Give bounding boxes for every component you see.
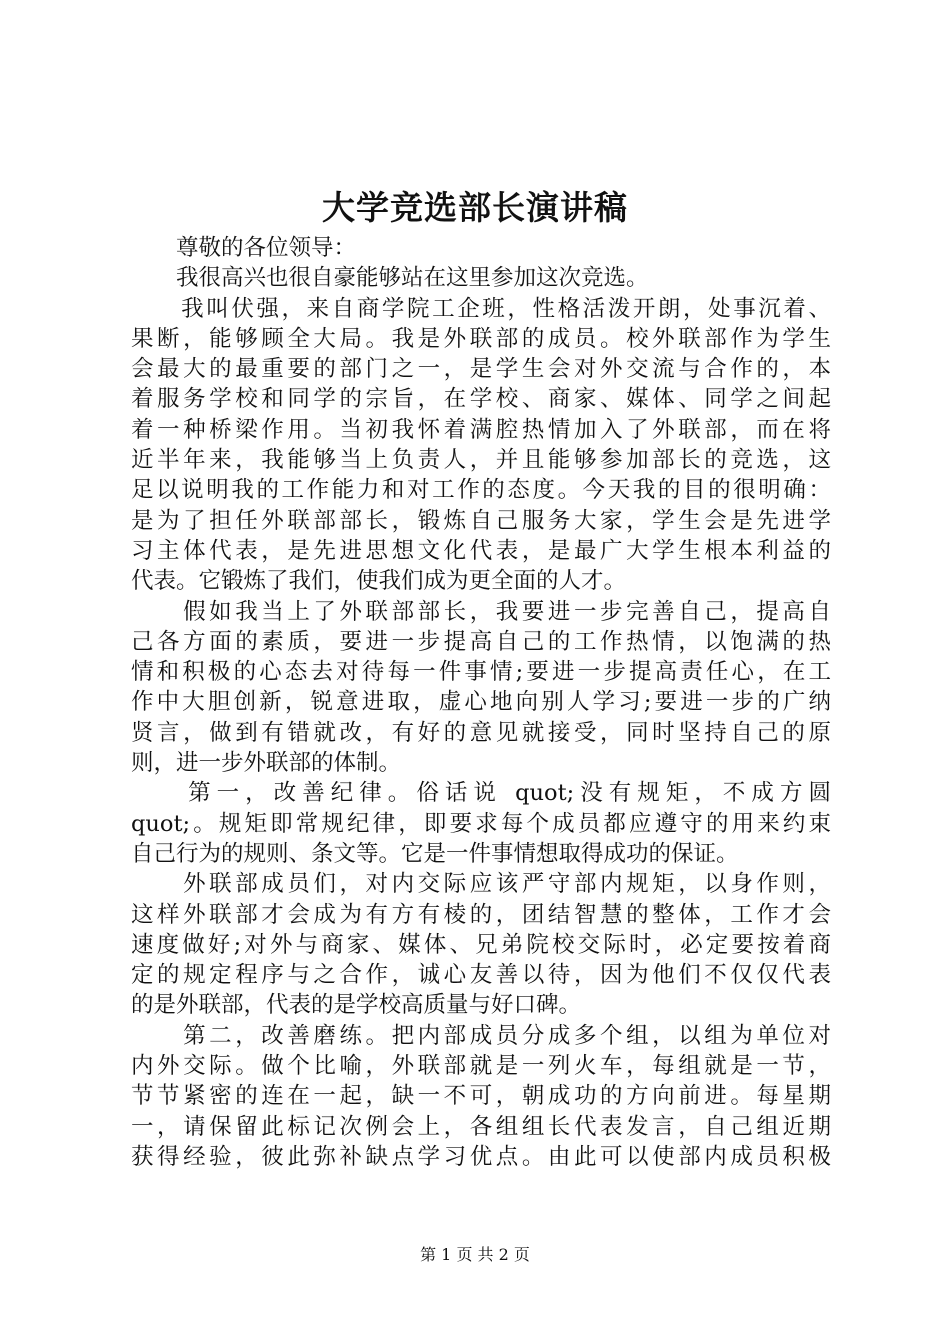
document-body xyxy=(131,233,831,1172)
body-line: 第二，改善磨练。把内部成员分成多个组，以组为单位对 xyxy=(131,1022,831,1049)
body-line: 节节紧密的连在一起，缺一不可，朝成功的方向前进。每星期 xyxy=(131,1083,831,1110)
body-line: 尊敬的各位领导： xyxy=(131,235,357,261)
body-line: 自己行为的规则、条文等。它是一件事情想取得成功的保证。 xyxy=(131,840,739,867)
body-line: 我很高兴也很自豪能够站在这里参加这次竞选。 xyxy=(131,265,649,292)
body-line: 着一种桥梁作用。当初我怀着满腔热情加入了外联部，而在将 xyxy=(131,416,831,443)
body-line: 情和积极的心态去对待每一件事情;要进一步提高责任心，在工 xyxy=(131,659,831,686)
body-line: 作中大胆创新，锐意进取，虚心地向别人学习;要进一步的广纳 xyxy=(131,689,831,716)
body-line: 定的规定程序与之合作，诚心友善以待，因为他们不仅仅代表 xyxy=(131,962,831,989)
body-line: 果断，能够顾全大局。我是外联部的成员。校外联部作为学生 xyxy=(131,325,831,352)
body-line: 着服务学校和同学的宗旨，在学校、商家、媒体、同学之间起 xyxy=(131,386,831,413)
body-line: 代表。它锻炼了我们，使我们成为更全面的人才。 xyxy=(131,568,627,595)
body-line: 近半年来，我能够当上负责人，并且能够参加部长的竞选，这 xyxy=(131,447,831,474)
body-line: 会最大的最重要的部门之一，是学生会对外交流与合作的，本 xyxy=(131,356,831,383)
body-line: 获得经验，彼此弥补缺点学习优点。由此可以使部内成员积极 xyxy=(131,1143,831,1170)
body-line: 我叫伏强，来自商学院工企班，性格活泼开朗，处事沉着、 xyxy=(131,295,831,322)
body-line: 这样外联部才会成为有方有棱的，团结智慧的整体，工作才会 xyxy=(131,901,831,928)
body-line: 一，请保留此标记次例会上，各组组长代表发言，自己组近期 xyxy=(131,1113,831,1140)
body-line: 习主体代表，是先进思想文化代表，是最广大学生根本利益的 xyxy=(131,537,831,564)
body-line: 己各方面的素质，要进一步提高自己的工作热情，以饱满的热 xyxy=(131,628,831,655)
body-line: 速度做好;对外与商家、媒体、兄弟院校交际时，必定要按着商 xyxy=(131,931,831,958)
body-line: 假如我当上了外联部部长，我要进一步完善自己，提高自 xyxy=(131,598,831,625)
body-line: 第一，改善纪律。俗话说 quot;没有规矩，不成方圆 xyxy=(131,780,831,807)
page-number-footer: 第 1 页 共 2 页 xyxy=(420,1245,530,1264)
body-line: 足以说明我的工作能力和对工作的态度。今天我的目的很明确： xyxy=(131,477,831,504)
body-line: 是为了担任外联部部长，锻炼自己服务大家，学生会是先进学 xyxy=(131,507,831,534)
body-line: quot;。规矩即常规纪律，即要求每个成员都应遵守的用来约束 xyxy=(131,810,831,837)
document-title: 大学竞选部长演讲稿 xyxy=(322,188,628,227)
body-line: 则，进一步外联部的体制。 xyxy=(131,750,402,777)
body-line: 贤言，做到有错就改，有好的意见就接受，同时坚持自己的原 xyxy=(131,719,831,746)
body-line: 的是外联部，代表的是学校高质量与好口碑。 xyxy=(131,992,582,1019)
body-line: 内外交际。做个比喻，外联部就是一列火车，每组就是一节， xyxy=(131,1053,831,1080)
body-line: 外联部成员们，对内交际应该严守部内规矩，以身作则， xyxy=(131,871,831,898)
